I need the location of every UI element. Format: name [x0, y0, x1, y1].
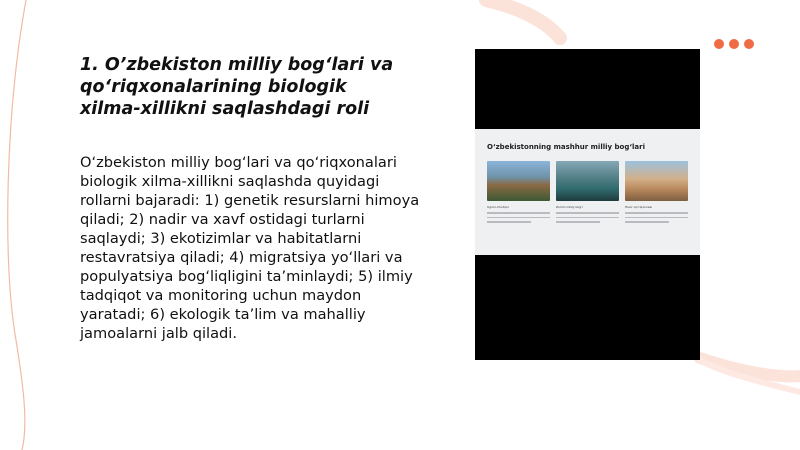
text-line [487, 221, 531, 223]
text-line [625, 212, 688, 214]
text-line [487, 212, 550, 214]
image-content-panel [475, 129, 700, 255]
text-line [625, 221, 669, 223]
park-card [625, 161, 688, 223]
lake-landscape-photo [556, 161, 619, 201]
park-card-caption: Zomin milliy bog‘i [556, 205, 583, 209]
slide-title: 1. O’zbekiston milliy bog‘lari va qo‘riqxonalarining biologik xilma-xillikni saqlashdagi roli [80, 55, 394, 119]
text-line [556, 212, 619, 214]
park-card-caption: Ugom-Chotqol [487, 205, 509, 209]
text-line [487, 217, 550, 219]
text-line [556, 221, 600, 223]
more-dots-icon [714, 39, 754, 49]
dot-icon [744, 39, 754, 49]
top-right-arc [486, 0, 560, 38]
text-line [556, 217, 619, 219]
park-card [556, 161, 619, 223]
mountain-landscape-photo [487, 161, 550, 201]
canyon-landscape-photo [625, 161, 688, 201]
text-line [625, 217, 688, 219]
image-heading: O‘zbekistonning mashhur milliy bog‘lari [487, 143, 645, 151]
park-card [487, 161, 550, 223]
dot-icon [729, 39, 739, 49]
park-card-caption: Hisor qo‘riqxonasi [625, 205, 652, 209]
slide-body-text: O‘zbekiston milliy bog‘lari va qo‘riqxonalari biologik xilma-xillikni saqlashda quyidagi rollarni bajaradi: 1) genetik resurslarni himoya qiladi; 2) nadir va xavf ostidagi turlarni saqlaydi; 3) ekotizimlar va habitatlarni restavratsiya qiladi; 4) migratsiya yo‘llari va populyatsiya bog‘liqligini ta’minlaydi; 5) ilmiy tadqiqot va monitoring uchun maydon yaratadi; 6) ekologik ta’lim va mahalliy jamoalarni jalb qiladi. [80, 154, 420, 342]
left-decorative-line [8, 0, 26, 450]
dot-icon [714, 39, 724, 49]
embedded-image [475, 49, 700, 360]
